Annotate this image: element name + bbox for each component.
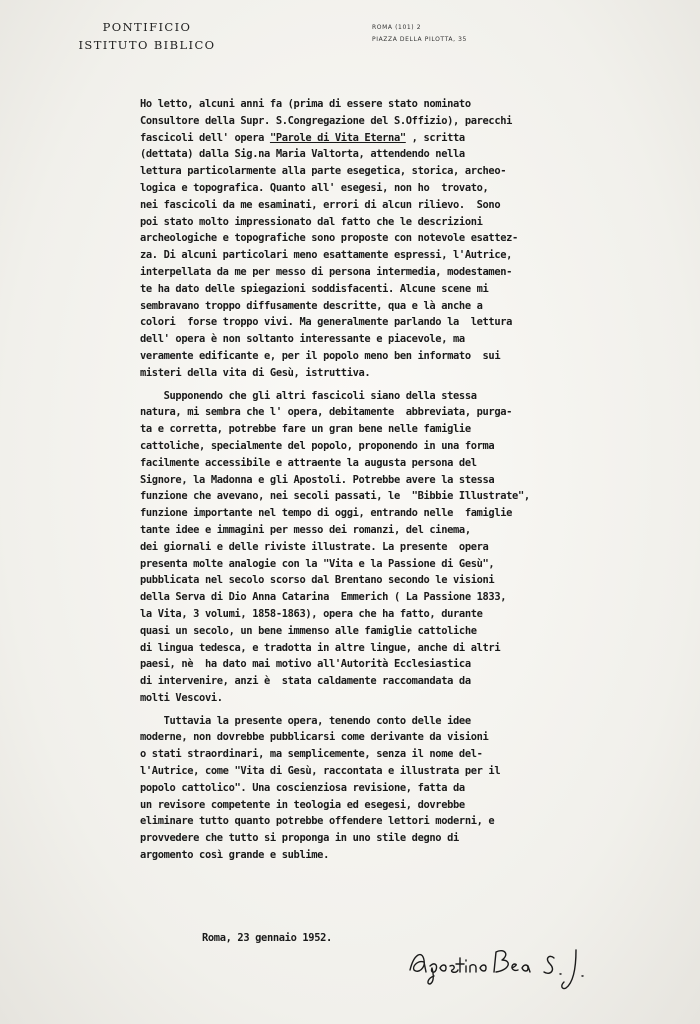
work-title: "Parole di Vita Eterna" [269,131,406,144]
body-line: Tuttavia la presente opera, tenendo conto delle idee [140,714,471,727]
address-line-1: ROMA (101) 2 [372,24,422,31]
handwritten-signature [404,936,604,996]
body-line: sembravano troppo diffusamente descritte, qua e là anche a [140,299,483,312]
letterhead-address [372,22,532,46]
institution-line-2: ISTITUTO BIBLICO [78,38,216,52]
body-line: tante idee e immagini per messo dei romanzi, del cinema, [140,523,471,536]
body-line: l'Autrice, come "Vita di Gesù, raccontata e illustrata per il [140,765,501,778]
body-line: nei fascicoli da me esaminati, errori di alcun rilievo. Sono [140,198,501,211]
body-line: argomento così grande e sublime. [140,849,329,862]
body-line: fascicoli dell' opera "Parole di Vita Eterna" , scritta [140,131,465,144]
body-line: dell' opera è non soltanto interessante e piacevole, ma [140,333,465,346]
body-line: quasi un secolo, un bene immenso alle famiglie cattoliche [140,624,477,637]
body-line: di lingua tedesca, e tradotta in altre lingue, anche di altri [140,641,501,654]
body-line: Supponendo che gli altri fascicoli siano della stessa [140,389,477,402]
body-line: un revisore competente in teologia ed esegesi, dovrebbe [140,798,465,811]
body-line: funzione che avevano, nei secoli passati, le "Bibbie Illustrate", [140,490,530,503]
body-line: paesi, nè ha dato mai motivo all'Autorità Ecclesiastica [140,658,471,671]
body-line: archeologiche e topografiche sono proposte con notevole esattez- [140,232,518,245]
body-line: te ha dato delle spiegazioni soddisfacenti. Alcune scene mi [140,282,489,295]
body-line: poi stato molto impressionato dal fatto che le descrizioni [140,215,483,228]
place-date: Roma, 23 gennaio 1952. [202,932,332,944]
body-line: eliminare tutto quanto potrebbe offendere lettori moderni, e [140,815,495,828]
body-line: za. Di alcuni particolari meno esattamente espressi, l'Autrice, [140,249,513,262]
body-line: Signore, la Madonna e gli Apostoli. Potrebbe avere la stessa [140,473,495,486]
body-line: natura, mi sembra che l' opera, debitamente abbreviata, purga- [140,406,513,419]
body-line: (dettata) dalla Sig.na Maria Valtorta, attendendo nella [140,148,465,161]
body-line: popolo cattolico". Una coscienziosa revisione, fatta da [140,781,465,794]
body-line: la Vita, 3 volumi, 1858-1863), opera che ha fatto, durante [140,607,483,620]
letter-body [140,96,700,864]
body-line: cattoliche, specialmente del popolo, proponendo in una forma [140,439,495,452]
body-line: veramente edificante e, per il popolo meno ben informato sui [140,349,501,362]
body-line: misteri della vita di Gesù, istruttiva. [140,366,371,379]
body-line: moderne, non dovrebbe pubblicarsi come derivante da visioni [140,731,489,744]
body-line: di intervenire, anzi è stata caldamente raccomandata da [140,675,471,688]
body-line: presenta molte analogie con la "Vita e la Passione di Gesù", [140,557,495,570]
body-line: lettura particolarmente alla parte esegetica, storica, archeo- [140,165,507,178]
body-line: funzione importante nel tempo di oggi, entrando nelle famiglie [140,507,513,520]
body-line: ta e corretta, potrebbe fare un gran bene nelle famiglie [140,423,471,436]
body-line: o stati straordinari, ma semplicemente, senza il nome del- [140,748,483,761]
body-line: interpellata da me per messo di persona intermedia, modestamen- [140,265,513,278]
body-line: della Serva di Dio Anna Catarina Emmerich ( La Passione 1833, [140,591,507,604]
body-line: colori forse troppo vivi. Ma generalmente parlando la lettura [140,316,513,329]
body-line: molti Vescovi. [140,691,223,704]
body-line: dei giornali e delle riviste illustrate. La presente opera [140,540,489,553]
letterhead-institution [72,18,222,54]
body-line: pubblicata nel secolo scorso dal Brentano secondo le visioni [140,574,495,587]
body-line: provvedere che tutto si proponga in uno stile degno di [140,832,459,845]
body-line: Ho letto, alcuni anni fa (prima di essere stato nominato [140,98,471,110]
body-line: Consultore della Supr. S.Congregazione del S.Offizio), parecchi [140,114,513,127]
body-line: logica e topografica. Quanto all' esegesi, non ho trovato, [140,181,489,194]
institution-line-1: PONTIFICIO [102,20,192,34]
body-line: facilmente accessibile e attraente la augusta persona del [140,456,477,469]
address-line-2: PIAZZA DELLA PILOTTA, 35 [372,36,467,43]
